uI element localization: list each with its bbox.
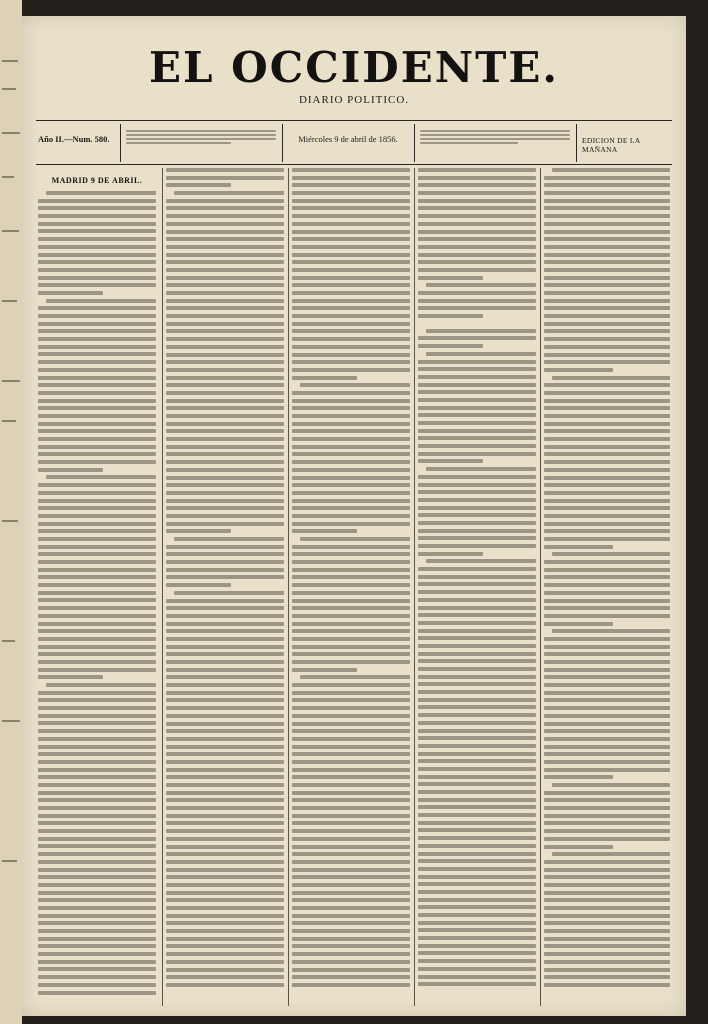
newspaper-subtitle: DIARIO POLITICO. (298, 94, 410, 106)
top-rule (36, 120, 672, 121)
issue-info-bar (36, 124, 672, 162)
column-4 (418, 168, 536, 988)
edition-label: EDICION DE LA MAÑANA (582, 136, 641, 154)
issue-number: Año II.—Num. 580. (38, 134, 110, 144)
column-3 (292, 168, 410, 988)
provinces-notice (420, 130, 570, 168)
issue-date: Miércoles 9 de abril de 1856. (298, 134, 398, 144)
column-1 (38, 176, 156, 996)
subscription-notice (126, 130, 276, 168)
previous-page-edge (0, 0, 22, 1024)
newspaper-page (22, 16, 686, 1016)
newspaper-title: EL OCCIDENTE. (149, 43, 559, 92)
masthead (22, 44, 686, 106)
header-bottom-rule (36, 164, 672, 165)
column-5 (544, 168, 670, 988)
column-2 (166, 168, 284, 988)
article-dateline: MADRID 9 DE ABRIL. (51, 176, 143, 185)
